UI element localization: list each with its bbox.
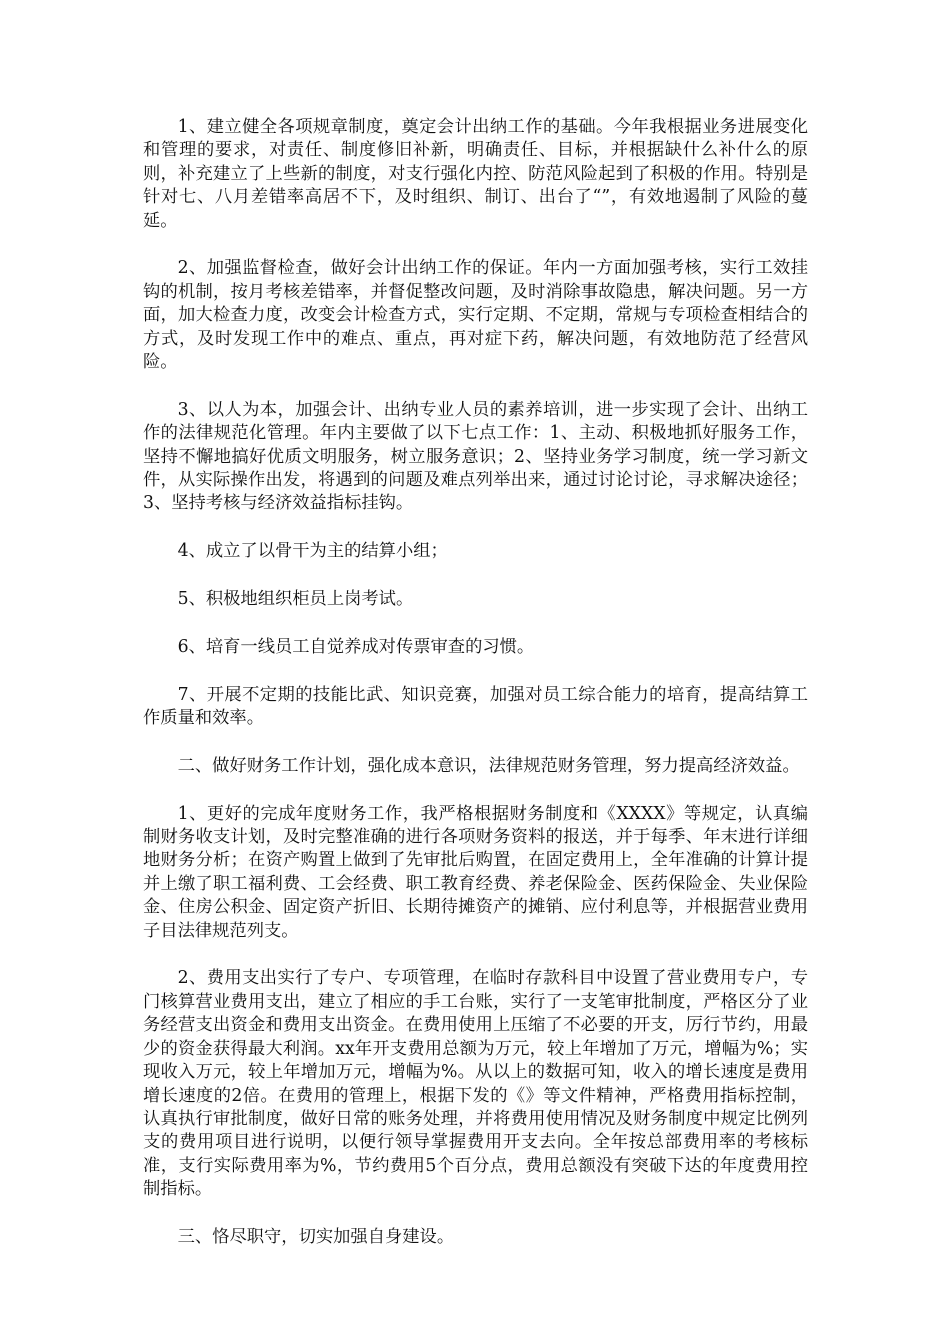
paragraph-6: 6、培育一线员工自觉养成对传票审查的习惯。	[177, 636, 535, 657]
section-heading-2: 二、做好财务工作计划，强化成本意识，法律规范财务管理，努力提高经济效益。	[177, 755, 800, 776]
paragraph-7: 7、开展不定期的技能比武、知识竞赛，加强对员工综合能力的培育，提高结算工作质量和效率。	[143, 684, 808, 729]
section-heading-3: 三、恪尽职守，切实加强自身建设。	[177, 1226, 455, 1247]
paragraph-8: 1、更好的完成年度财务工作，我严格根据财务制度和《XXXX》等规定，认真编制财务收支计划，及时完整准确的进行各项财务资料的报送，并于每季、年末进行详细地财务分析；在资产购置上做到了先审批后购置，在固定费用上，全年准确的计算计提并上缴了职工福利费、工会经费、职工教育经费、养老保险金、医药保险金、失业保险金、住房公积金、固定资产折旧、长期待摊资产的摊销、应付利息等，并根据营业费用子目法律规范列支。	[143, 803, 808, 941]
paragraph-1: 1、建立健全各项规章制度，奠定会计出纳工作的基础。今年我根据业务进展变化和管理的要求，对责任、制度修旧补新，明确责任、目标，并根据缺什么补什么的原则，补充建立了上些新的制度，对支行强化内控、防范风险起到了积极的作用。特别是针对七、八月差错率高居不下，及时组织、制订、出台了“”，有效地遏制了风险的蔓延。	[143, 117, 808, 231]
paragraph-2: 2、加强监督检查，做好会计出纳工作的保证。年内一方面加强考核，实行工效挂钩的机制，按月考核差错率，并督促整改问题，及时消除事故隐患，解决问题。另一方面，加大检查力度，改变会计检查方式，实行定期、不定期，常规与专项检查相结合的方式，及时发现工作中的难点、重点，再对症下药，解决问题，有效地防范了经营风险。	[143, 258, 808, 373]
paragraph-9: 2、费用支出实行了专户、专项管理，在临时存款科目中设置了营业费用专户，专门核算营业费用支出，建立了相应的手工台账，实行了一支笔审批制度，严格区分了业务经营支出资金和费用支出资金。在费用使用上压缩了不必要的开支，厉行节约，用最少的资金获得最大利润。xx年开支费用总额为万元，较上年增加了万元，增幅为%；实现收入万元，较上年增加万元，增幅为%。从以上的数据可知，收入的增长速度是费用增长速度的2倍。在费用的管理上，根据下发的《》等文件精神，严格费用指标控制，认真执行审批制度，做好日常的账务处理，并将费用使用情况及财务制度中规定比例列支的费用项目进行说明，以便行领导掌握费用开支去向。全年按总部费用率的考核标准，支行实际费用率为%，节约费用5个百分点，费用总额没有突破下达的年度费用控制指标。	[143, 968, 808, 1200]
document-page	[143, 116, 808, 1274]
paragraph-5: 5、积极地组织柜员上岗考试。	[177, 589, 414, 610]
paragraph-4: 4、成立了以骨干为主的结算小组；	[177, 541, 448, 562]
paragraph-3: 3、以人为本，加强会计、出纳专业人员的素养培训，进一步实现了会计、出纳工作的法律规范化管理。年内主要做了以下七点工作：1、主动、积极地抓好服务工作，坚持不懈地搞好优质文明服务，树立服务意识；2、坚持业务学习制度，统一学习新文件，从实际操作出发，将遇到的问题及难点列举出来，通过讨论讨论，寻求解决途径；3、坚持考核与经济效益指标挂钩。	[143, 399, 808, 514]
